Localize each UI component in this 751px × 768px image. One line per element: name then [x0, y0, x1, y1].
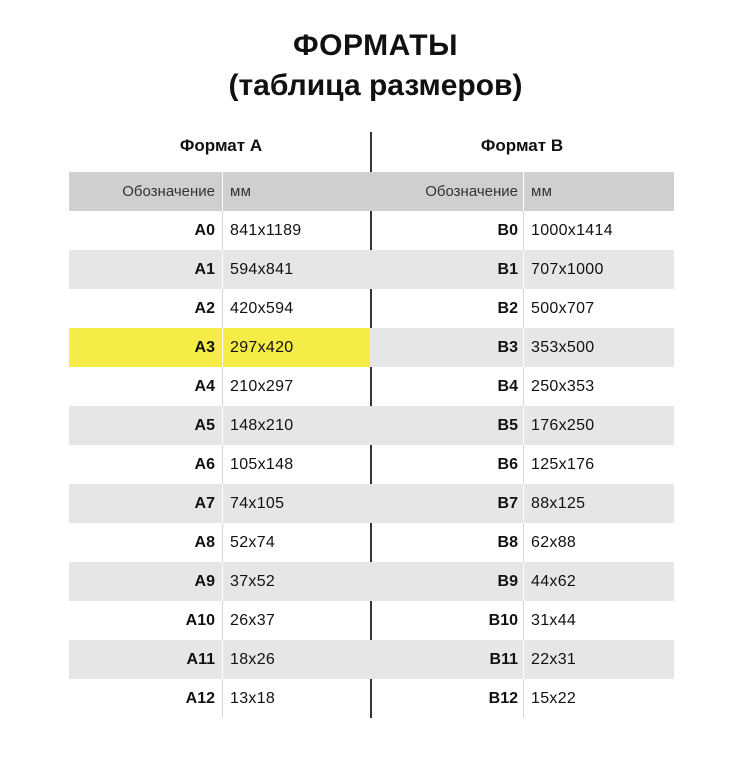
format-size: 18x26	[230, 651, 276, 668]
format-b-heading: Формат B	[480, 136, 564, 155]
cell-separator	[523, 367, 524, 406]
cell-separator	[222, 367, 223, 406]
cell-separator	[523, 289, 524, 328]
cell-separator	[222, 328, 223, 367]
header-mm: мм	[531, 183, 553, 200]
table-row	[69, 640, 373, 679]
cell-separator	[222, 484, 223, 523]
format-size: 44x62	[531, 573, 577, 590]
cell-separator	[222, 562, 223, 601]
format-size: 250x353	[531, 378, 595, 395]
table-row	[370, 211, 674, 250]
cell-separator	[222, 523, 223, 562]
table-row	[69, 406, 373, 445]
cell-separator	[523, 211, 524, 250]
format-size: 88x125	[531, 495, 586, 512]
format-code: A2	[194, 300, 215, 317]
cell-separator	[222, 406, 223, 445]
format-size: 105x148	[230, 456, 294, 473]
format-size: 125x176	[531, 456, 595, 473]
table-row	[370, 562, 674, 601]
format-size: 31x44	[531, 612, 577, 629]
table-row	[69, 289, 373, 328]
format-code: A6	[194, 456, 215, 473]
format-code: B9	[497, 573, 518, 590]
cell-separator	[222, 640, 223, 679]
format-code: A3	[194, 339, 215, 356]
table-row	[69, 679, 373, 718]
cell-separator	[523, 640, 524, 679]
format-size: 297x420	[230, 339, 294, 356]
format-code: A9	[194, 573, 215, 590]
format-code: B6	[497, 456, 518, 473]
table-header-row	[69, 172, 373, 211]
table-row	[370, 406, 674, 445]
format-code: A11	[186, 651, 215, 668]
format-code: B12	[488, 690, 518, 707]
format-size: 1000x1414	[531, 222, 613, 239]
format-size: 37x52	[230, 573, 276, 590]
table-row	[370, 640, 674, 679]
format-size: 594x841	[230, 261, 294, 278]
table-row	[370, 484, 674, 523]
format-code: B3	[497, 339, 518, 356]
format-code: B1	[497, 261, 518, 278]
table-row	[69, 250, 373, 289]
table-row	[370, 367, 674, 406]
format-b-table	[370, 132, 674, 718]
format-size: 353x500	[531, 339, 595, 356]
format-a-heading: Формат A	[179, 136, 263, 155]
format-size: 420x594	[230, 300, 294, 317]
table-row	[370, 250, 674, 289]
table-row-highlighted	[69, 328, 373, 367]
format-size: 15x22	[531, 690, 577, 707]
format-code: B5	[497, 417, 518, 434]
page-title: ФОРМАТЫ	[293, 29, 458, 62]
cell-separator	[523, 172, 524, 211]
format-size: 210x297	[230, 378, 294, 395]
format-size: 707x1000	[531, 261, 604, 278]
format-code: B7	[497, 495, 518, 512]
format-code: A0	[194, 222, 215, 239]
table-row	[69, 484, 373, 523]
format-code: A7	[194, 495, 215, 512]
format-code: A4	[194, 378, 215, 395]
table-row	[69, 211, 373, 250]
table-row	[69, 445, 373, 484]
format-code: B2	[497, 300, 518, 317]
cell-separator	[523, 250, 524, 289]
format-code: A8	[194, 534, 215, 551]
table-row	[370, 445, 674, 484]
cell-separator	[523, 679, 524, 718]
cell-separator	[222, 601, 223, 640]
format-size: 500x707	[531, 300, 595, 317]
format-size: 26x37	[230, 612, 276, 629]
cell-separator	[523, 601, 524, 640]
format-code: A1	[194, 261, 215, 278]
table-row	[370, 328, 674, 367]
cell-separator	[523, 445, 524, 484]
format-size: 176x250	[531, 417, 595, 434]
format-size: 74x105	[230, 495, 285, 512]
cell-separator	[222, 172, 223, 211]
cell-separator	[222, 445, 223, 484]
cell-separator	[523, 523, 524, 562]
page-subtitle: (таблица размеров)	[228, 69, 523, 102]
table-row	[370, 679, 674, 718]
table-row	[370, 523, 674, 562]
format-code: B10	[488, 612, 518, 629]
format-size: 52x74	[230, 534, 276, 551]
cell-separator	[222, 679, 223, 718]
format-code: B4	[497, 378, 518, 395]
format-code: B0	[497, 222, 518, 239]
header-mm: мм	[230, 183, 252, 200]
cell-separator	[523, 406, 524, 445]
table-row	[370, 289, 674, 328]
format-code: A12	[185, 690, 215, 707]
format-size: 22x31	[531, 651, 577, 668]
cell-separator	[222, 289, 223, 328]
format-code: A5	[194, 417, 215, 434]
table-row	[69, 601, 373, 640]
cell-separator	[222, 250, 223, 289]
format-size: 13x18	[230, 690, 276, 707]
table-row	[69, 562, 373, 601]
header-designation: Обозначение	[122, 183, 215, 200]
table-row	[370, 601, 674, 640]
header-designation: Обозначение	[425, 183, 518, 200]
format-size: 148x210	[230, 417, 294, 434]
format-size: 841x1189	[230, 222, 302, 239]
cell-separator	[523, 484, 524, 523]
table-header-row	[370, 172, 674, 211]
table-row	[69, 523, 373, 562]
format-code: B8	[497, 534, 518, 551]
format-a-table	[69, 132, 373, 718]
cell-separator	[523, 562, 524, 601]
cell-separator	[523, 328, 524, 367]
cell-separator	[222, 211, 223, 250]
format-code: B11	[489, 651, 518, 668]
format-code: A10	[185, 612, 215, 629]
table-row	[69, 367, 373, 406]
format-size: 62x88	[531, 534, 577, 551]
